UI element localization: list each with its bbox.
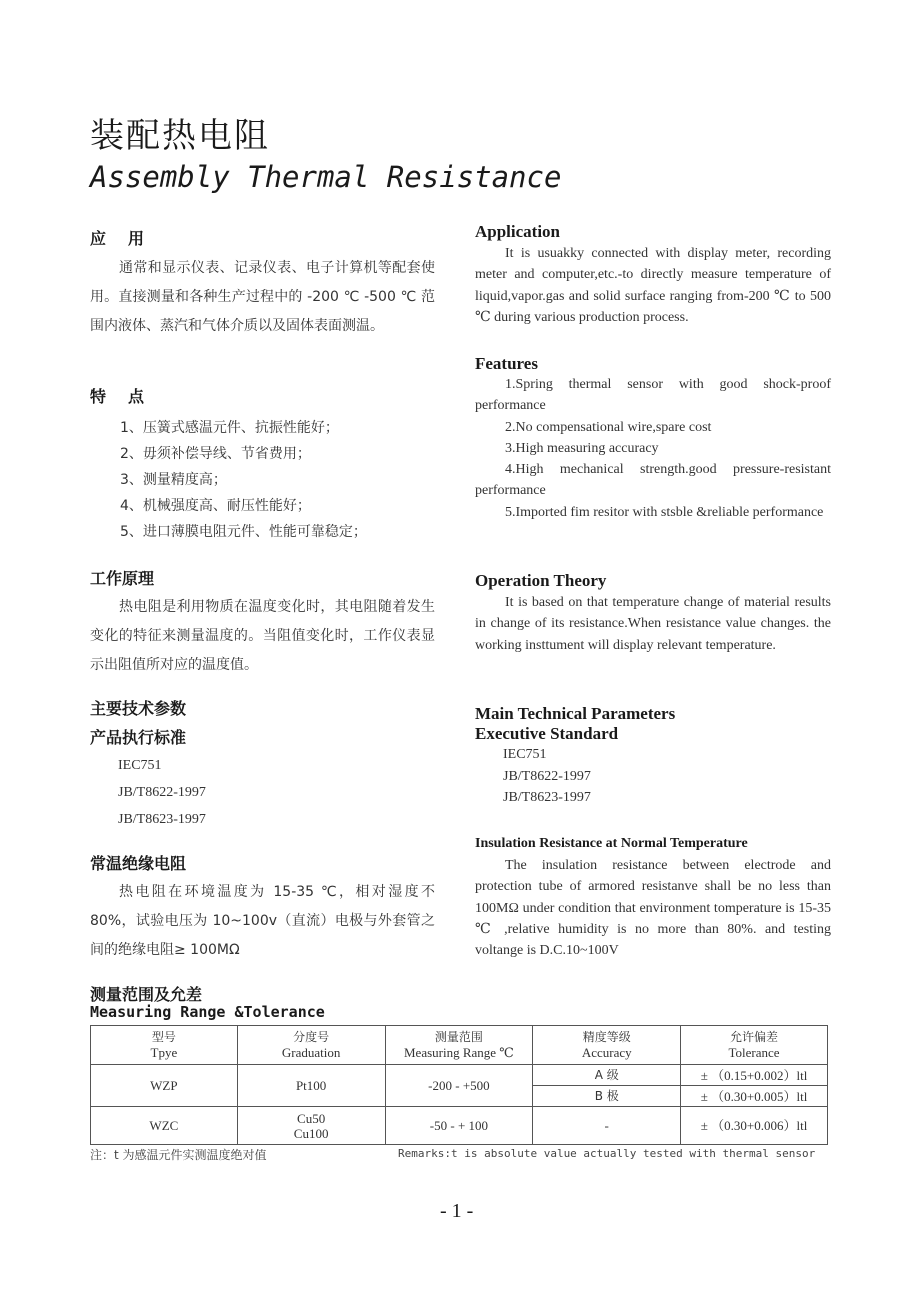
right-standard: JB/T8623-1997 — [503, 790, 591, 805]
right-application-section — [475, 222, 831, 328]
left-theory-text: 热电阻是利用物质在温度变化时，其电阻随着发生变化的特征来测量温度的。当阻值变化时，工作仪表显示出阻值所对应的温度值。 — [90, 599, 435, 673]
right-params-section — [475, 704, 831, 809]
left-insulation-heading: 常温绝缘电阻 — [90, 854, 187, 873]
table-header-row — [91, 1026, 828, 1065]
table-title-cn: 测量范围及允差 — [90, 985, 203, 1004]
cell-wzp-type: WZP — [91, 1065, 238, 1107]
cell-wzp-accuracy-a: A 级 — [533, 1065, 681, 1086]
table-title-en: Measuring Range &Tolerance — [90, 1003, 325, 1021]
cell-wzc-type: WZC — [91, 1107, 238, 1145]
right-params-subheading: Executive Standard — [475, 724, 619, 743]
right-features-section — [475, 354, 831, 523]
cell-wzp-graduation: Pt100 — [237, 1065, 385, 1107]
right-feature-item: 1.Spring thermal sensor with good shock-proof performance — [475, 377, 831, 414]
right-application-heading: Application — [475, 222, 561, 241]
left-feature-item: 1、压簧式感温元件、抗振性能好； — [120, 420, 339, 436]
right-standard: JB/T8622-1997 — [503, 768, 591, 784]
left-params-section — [90, 696, 435, 833]
cell-wzc-range: -50 - + 100 — [385, 1107, 533, 1145]
header-range: 测量范围 Measuring Range ℃ — [385, 1026, 533, 1065]
left-application-section — [90, 226, 435, 341]
left-standard: JB/T8622-1997 — [118, 785, 206, 800]
cell-wzp-accuracy-b: B 极 — [533, 1086, 681, 1107]
page-title-cn: 装配热电阻 — [90, 116, 270, 156]
cell-wzc-tolerance: ± （0.30+0.006）ltl — [681, 1107, 828, 1145]
left-feature-item: 4、机械强度高、耐压性能好； — [120, 498, 311, 514]
table-note-en: Remarks:t is absolute value actually tested with thermal sensor — [398, 1147, 816, 1160]
right-feature-item: 4.High mechanical strength.good pressure-resistant performance — [475, 462, 831, 499]
right-application-text: It is usuakky connected with display meter, recording meter and computer,etc.-to directly measure temperature of liquid,vapor.gas and solid surface ranging from-200 ℃ to 500 ℃ during various production process. — [475, 246, 831, 325]
left-params-subheading: 产品执行标准 — [90, 728, 187, 747]
cell-wzp-tolerance-b: ± （0.30+0.005）ltl — [681, 1086, 828, 1107]
right-insulation-text: The insulation resistance between electrode and protection tube of armored resistanve shall be no less than 100MΩ under condition that environment tomperature is 15-35 ℃ ,relative humidity is no more than 80%. and testing voltange is D.C.10~100V — [475, 858, 831, 959]
right-features-heading: Features — [475, 354, 538, 373]
cell-wzc-accuracy: - — [533, 1107, 681, 1145]
right-feature-item: 5.Imported fim resitor with stsble &reliable performance — [505, 504, 824, 520]
left-insulation-text: 热电阻在环境温度为 15-35 ℃，相对湿度不 80%，试验电压为 10~100v（直流）电极与外套管之间的绝缘电阻≥ 100MΩ — [90, 884, 435, 958]
right-insulation-heading: Insulation Resistance at Normal Temperature — [475, 836, 748, 851]
cell-wzp-range: -200 - +500 — [385, 1065, 533, 1107]
table-row — [91, 1107, 828, 1145]
left-params-heading: 主要技术参数 — [90, 699, 187, 718]
left-insulation-section — [90, 851, 435, 965]
header-type: 型号 Tpye — [91, 1026, 238, 1065]
left-feature-item: 3、测量精度高； — [120, 472, 227, 488]
left-features-heading: 特点 — [90, 387, 167, 406]
right-insulation-section — [475, 836, 831, 961]
right-theory-heading: Operation Theory — [475, 571, 607, 590]
right-feature-item: 3.High measuring accuracy — [505, 440, 659, 456]
right-feature-item: 2.No compensational wire,spare cost — [505, 419, 712, 435]
measuring-range-table — [90, 1025, 828, 1145]
left-application-text: 通常和显示仪表、记录仪表、电子计算机等配套使用。直接测量和各种生产过程中的 -200 ℃ -500 ℃ 范围内液体、蒸汽和气体介质以及固体表面测温。 — [90, 260, 435, 334]
cell-wzp-tolerance-a: ± （0.15+0.002）ltl — [681, 1065, 828, 1086]
left-standard: JB/T8623-1997 — [118, 812, 206, 827]
header-graduation: 分度号 Graduation — [237, 1026, 385, 1065]
right-standard: IEC751 — [503, 747, 547, 762]
page-number: - 1 - — [440, 1200, 474, 1222]
table-note-cn: 注：t 为感温元件实测温度绝对值 — [90, 1148, 267, 1162]
left-feature-item: 5、进口薄膜电阻元件、性能可靠稳定； — [120, 524, 367, 540]
left-theory-heading: 工作原理 — [90, 569, 155, 588]
left-features-section — [90, 384, 435, 545]
page-title-en: Assembly Thermal Resistance — [90, 160, 562, 194]
left-theory-section — [90, 566, 435, 680]
cell-wzc-graduation: Cu50 Cu100 — [237, 1107, 385, 1145]
header-accuracy: 精度等级 Accuracy — [533, 1026, 681, 1065]
right-theory-section — [475, 571, 831, 656]
right-theory-text: It is based on that temperature change of material results in change of its resistance.When resistance value changes. the working insttument will display relevant temperature. — [475, 595, 831, 653]
table-row — [91, 1065, 828, 1086]
left-application-heading: 应用 — [90, 229, 167, 248]
left-feature-item: 2、毋须补偿导线、节省费用； — [120, 446, 311, 462]
right-params-heading: Main Technical Parameters — [475, 704, 676, 723]
left-standard: IEC751 — [118, 758, 162, 773]
header-tolerance: 允许偏差 Tolerance — [681, 1026, 828, 1065]
